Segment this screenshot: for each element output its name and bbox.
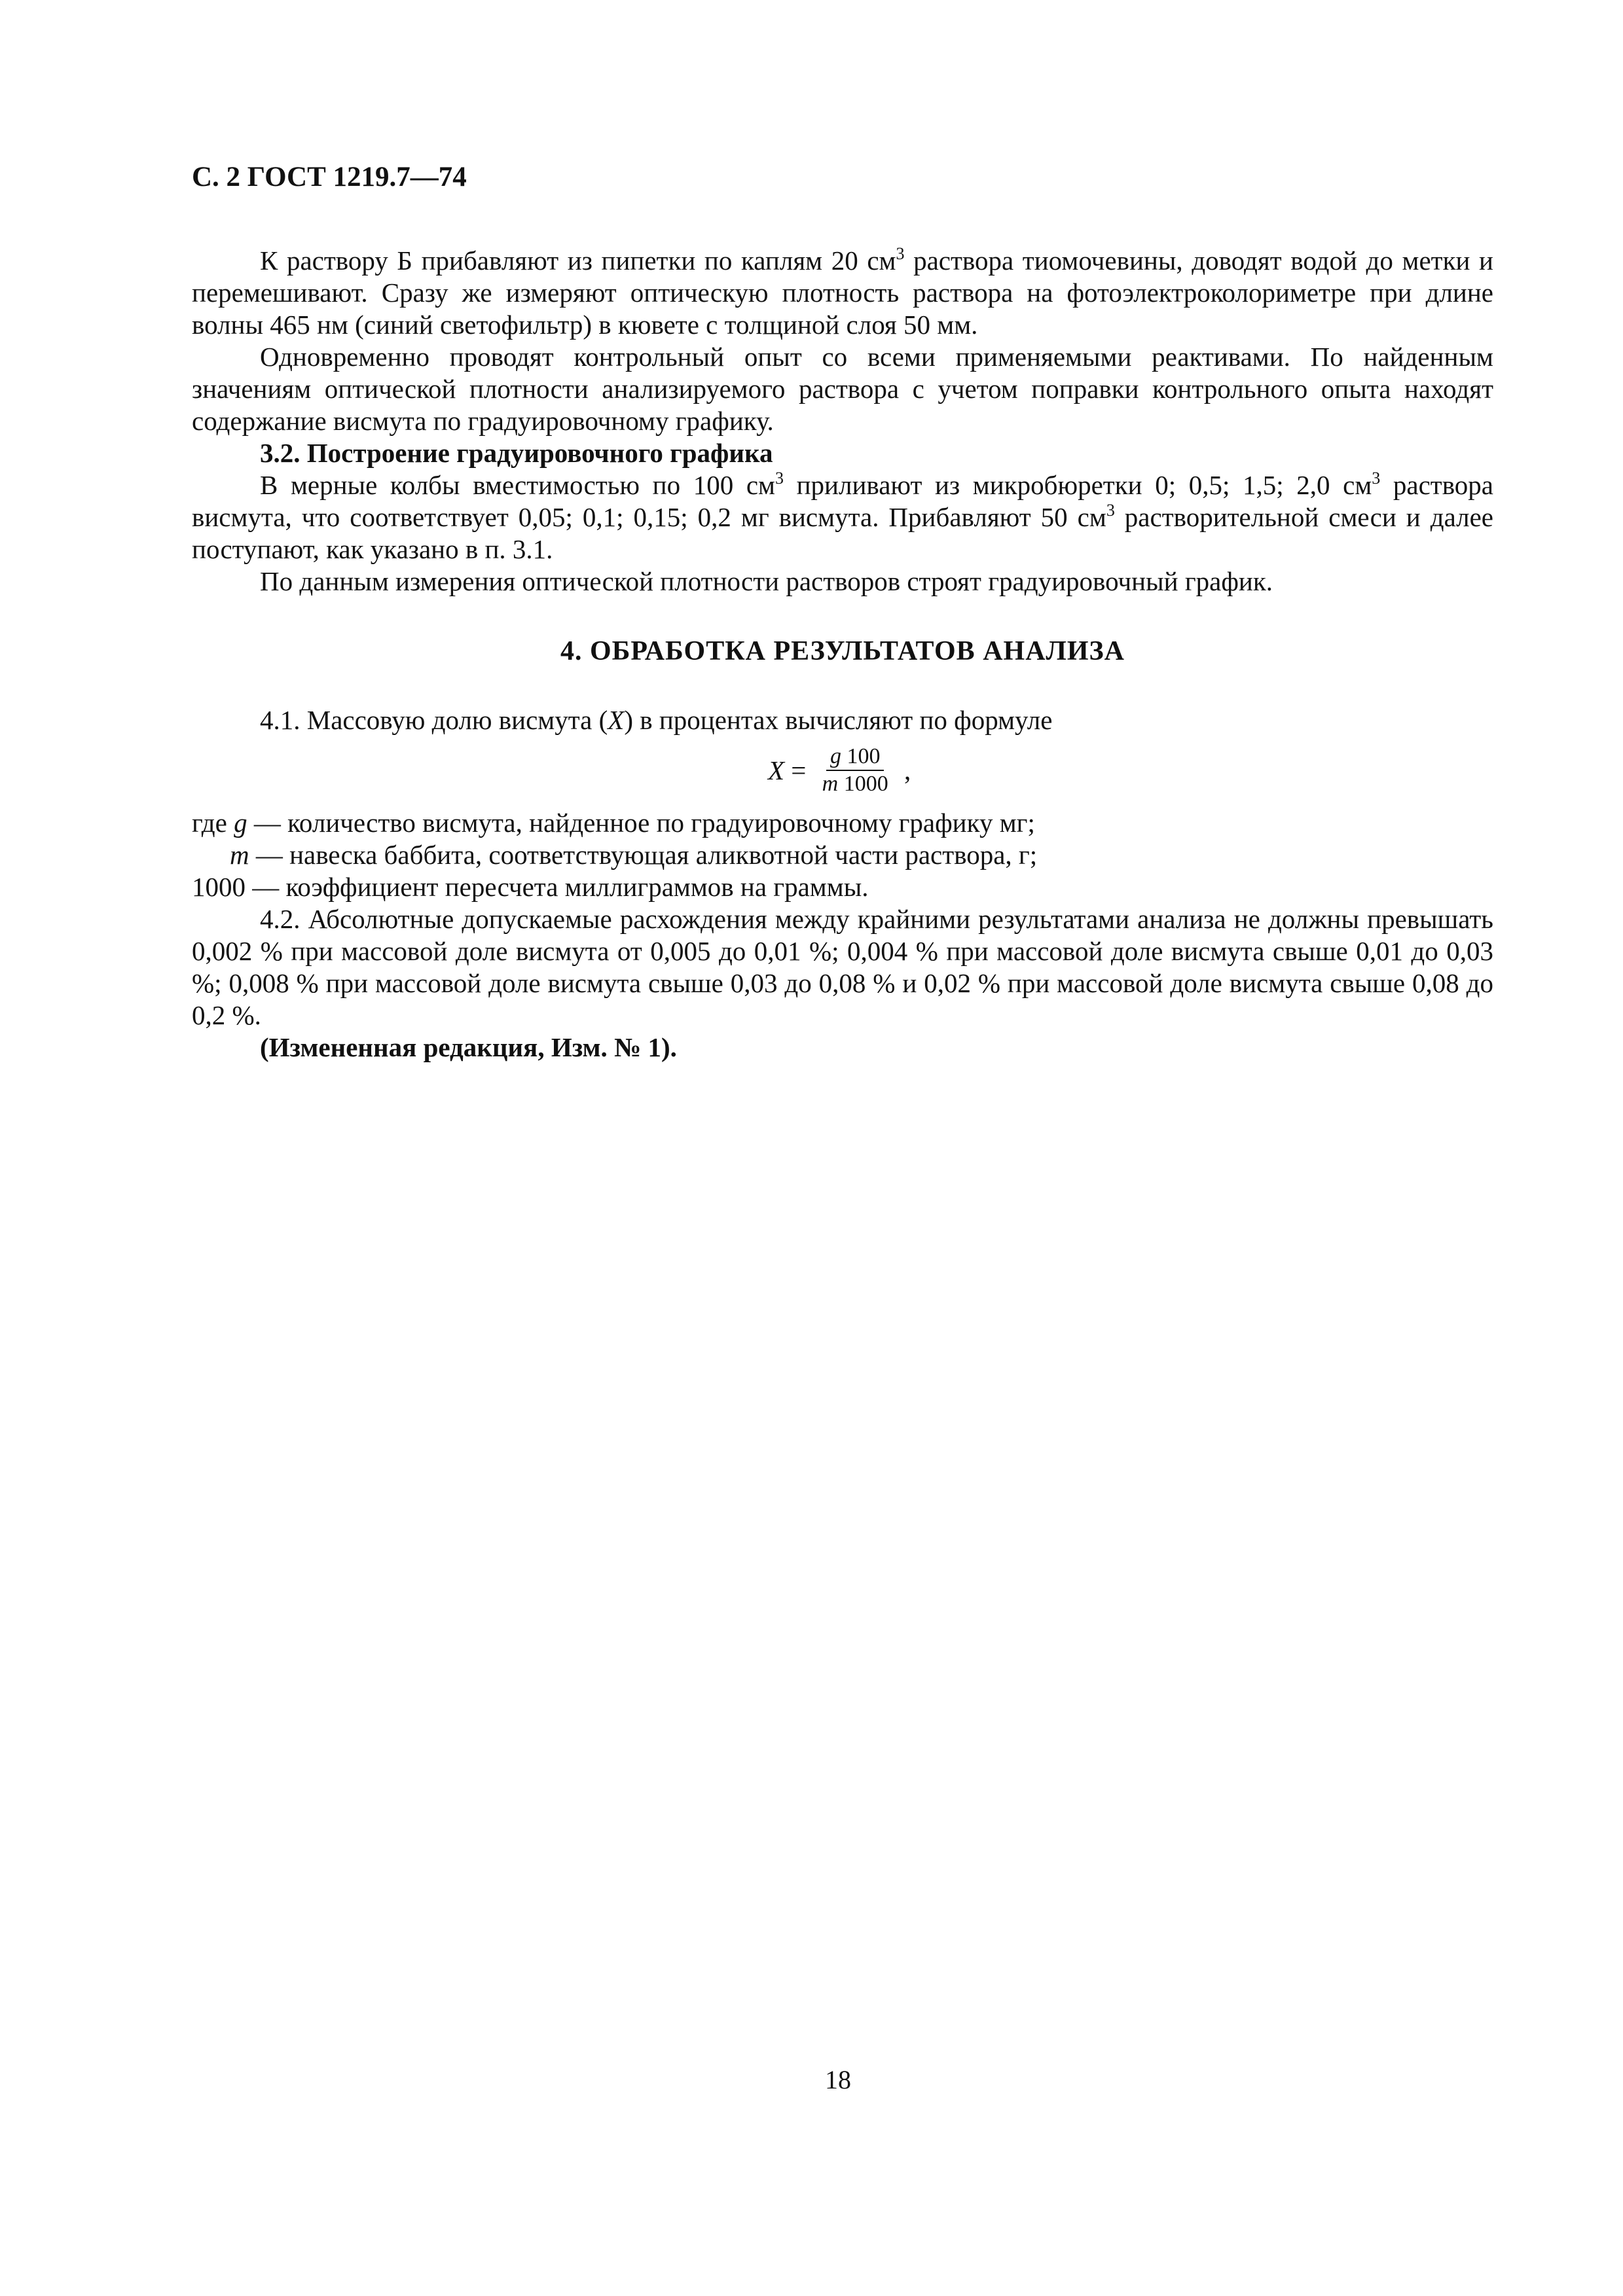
superscript-3: 3 <box>1372 469 1381 488</box>
page-number: 18 <box>825 2065 851 2094</box>
variable-m: m <box>230 840 249 870</box>
paragraph-4-1 <box>192 704 1493 736</box>
formula <box>768 739 911 802</box>
definition-g <box>192 807 1493 839</box>
paragraph-text: раствора висмута, что соответствует 0,05; 0,1; 0,15; 0,2 мг висмута. Прибавляют 50 см <box>192 470 1493 532</box>
where-word: где <box>192 808 234 838</box>
paragraph-4-2: 4.2. Абсолютные допускаемые расхождения между крайними результатами анализа не должны превышать 0,002 % при массовой доле висмута от 0,005 до 0,01 %; 0,004 % при массовой доле висмута свыше 0,01 до 0,03 %; 0,008 % при массовой доле висмута свыше 0,03 до 0,08 % и 0,02 % при массовой доле висмута свыше 0,08 до 0,2 %. <box>192 904 1493 1030</box>
paragraph-text: В мерные колбы вместимостью по 100 см <box>260 470 775 500</box>
definition-1000: 1000 — коэффициент пересчета миллиграммов на граммы. <box>192 872 869 902</box>
numerator-val: 100 <box>841 744 881 768</box>
formula-block <box>192 739 1493 807</box>
numerator-var: g <box>830 744 841 768</box>
formula-comma: , <box>897 755 911 785</box>
definition-text: — количество висмута, найденное по градуировочному графику мг; <box>247 808 1035 838</box>
formula-definitions <box>192 807 1493 903</box>
definition-m <box>192 839 1493 871</box>
paragraph-calibration-graph: По данным измерения оптической плотности растворов строят градуировочный график. <box>260 566 1273 596</box>
page-header: С. 2 ГОСТ 1219.7—74 <box>192 162 467 192</box>
superscript-3: 3 <box>1106 501 1115 520</box>
paragraph-text: раствора тиомочевины, доводят водой до метки и перемешивают. Сразу же измеряют оптическую плотность раствора на фотоэлектроколориметре при длине волны 465 нм (синий светофильтр) в кювете с толщиной слоя 50 мм. <box>192 245 1493 340</box>
variable-g: g <box>234 808 247 838</box>
paragraph-calibration <box>192 469 1493 565</box>
variable-x: X <box>608 705 625 735</box>
formula-denominator <box>818 771 892 797</box>
document-body <box>192 245 1493 1064</box>
section-title-4: 4. ОБРАБОТКА РЕЗУЛЬТАТОВ АНАЛИЗА <box>560 636 1125 666</box>
paragraph-thiourea <box>192 245 1493 341</box>
subsection-title-3-2: 3.2. Построение градуировочного графика <box>260 438 773 468</box>
paragraph-text: растворительной смеси и далее поступают, как указано в п. 3.1. <box>192 502 1493 564</box>
denominator-val: 1000 <box>838 772 888 796</box>
formula-lhs: X <box>768 755 785 785</box>
formula-fraction <box>818 744 892 797</box>
paragraph-text: К раствору Б прибавляют из пипетки по каплям 20 см <box>260 245 896 276</box>
formula-equals: = <box>784 755 813 785</box>
superscript-3: 3 <box>896 244 905 263</box>
paragraph-control-test: Одновременно проводят контрольный опыт со всеми применяемыми реактивами. По найденным значениям оптической плотности анализируемого раствора с учетом поправки контрольного опыта находят содержание висмута по градуировочному графику. <box>192 342 1493 436</box>
denominator-var: m <box>822 772 839 796</box>
paragraph-text: приливают из микробюретки 0; 0,5; 1,5; 2,0 см <box>783 470 1372 500</box>
paragraph-text: 4.1. Массовую долю висмута ( <box>260 705 608 735</box>
paragraph-text: ) в процентах вычисляют по формуле <box>624 705 1053 735</box>
formula-numerator <box>826 744 884 771</box>
definition-text: — навеска баббита, соответствующая аликвотной части раствора, г; <box>249 840 1038 870</box>
superscript-3: 3 <box>775 469 784 488</box>
amendment-note: (Измененная редакция, Изм. № 1). <box>260 1032 677 1062</box>
